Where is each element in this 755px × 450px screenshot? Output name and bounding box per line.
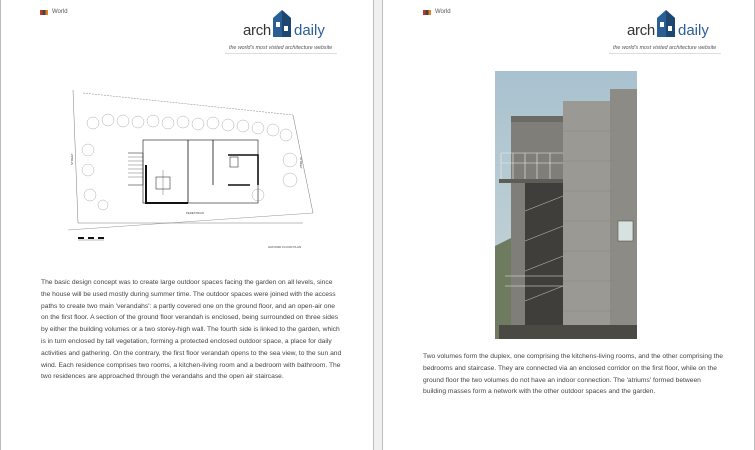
logo-arch-text: arch bbox=[627, 22, 655, 39]
building-photo bbox=[495, 71, 637, 339]
archdaily-logo[interactable] bbox=[243, 8, 325, 38]
header-label: World bbox=[52, 9, 68, 15]
plan-caption: GROUND FLOOR PLAN bbox=[268, 245, 302, 249]
document-page-1 bbox=[0, 0, 374, 450]
page-header bbox=[40, 9, 68, 15]
page-header bbox=[423, 9, 451, 15]
ground-floor-plan bbox=[68, 85, 318, 260]
page-gap bbox=[374, 0, 382, 450]
tagline: the world's most visited architecture website bbox=[613, 45, 717, 51]
scale-bar bbox=[78, 237, 104, 240]
header-label: World bbox=[435, 9, 451, 15]
house-icon bbox=[272, 8, 292, 38]
logo-daily-text: daily bbox=[677, 22, 709, 39]
logo-daily-text: daily bbox=[293, 22, 325, 39]
house-icon bbox=[656, 8, 676, 38]
description-paragraph: Two volumes form the duplex, one comprising the kitchens-living rooms, and the other comprising the bedrooms and staircase. They are connected via an enclosed corridor on the first floor, while on the ground floor the two volumes do not have an indoor connection. The 'atriums' formed between building masses form a network with the other outdoor spaces and the garden. bbox=[423, 353, 723, 396]
flag-icon bbox=[423, 10, 431, 15]
description-paragraph: The basic design concept was to create large outdoor spaces facing the garden on all levels, since the house will be used mostly during summer time. The outdoor spaces were joined with the access paths to create two main 'verandahs': a partly covered one on the ground floor, and an open-air one on the first floor. A section of the ground floor verandah is enclosed, being surrounded on three sides by either the building volumes or a two storey-high wall. The fourth side is linked to the garden, which is in turn enclosed by tall vegetation, forming a protected enclosed outdoor space, a place for daily activities and gathering. On the contrary, the first floor verandah opens to the sea view, to the sun and wind. Each residence comprises two rooms, a kitchen-living room and a bedroom with bathroom. The two residences are approached through the verandahs and the open air staircase. bbox=[41, 279, 342, 381]
tagline: the world's most visited architecture website bbox=[229, 45, 333, 51]
header-rule bbox=[225, 53, 337, 54]
logo-arch-text: arch bbox=[243, 22, 271, 39]
header-rule bbox=[609, 53, 721, 54]
archdaily-logo[interactable] bbox=[627, 8, 709, 38]
flag-icon bbox=[40, 10, 48, 15]
street-right-label: STREET bbox=[299, 157, 303, 169]
street-left-label: STREET bbox=[70, 153, 74, 165]
pedestrian-label: PEDESTRIAN bbox=[186, 211, 204, 215]
